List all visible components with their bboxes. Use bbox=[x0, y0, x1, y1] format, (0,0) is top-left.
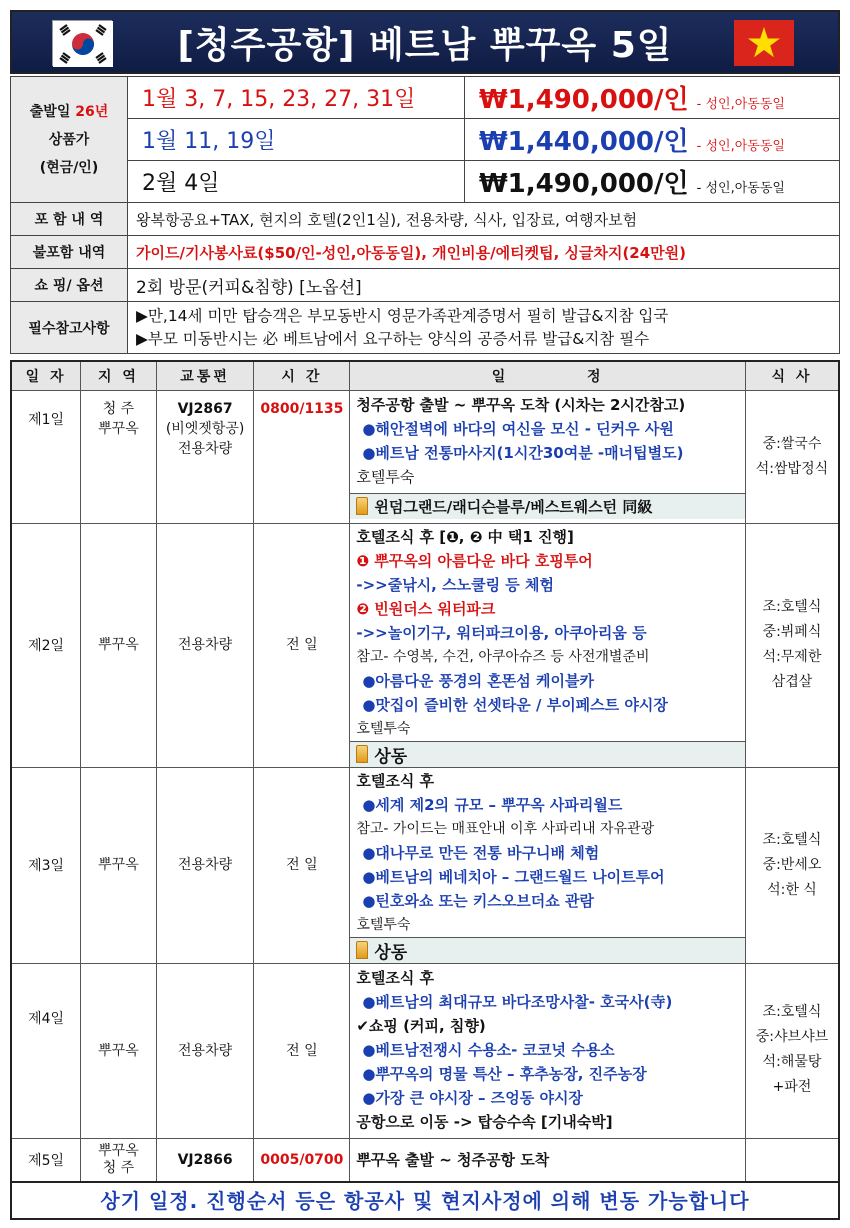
transport-line: 전용차량 bbox=[178, 440, 233, 457]
flight-number: VJ2867 bbox=[177, 400, 233, 417]
region-cell bbox=[81, 1138, 157, 1182]
itinerary-header-row bbox=[11, 361, 839, 390]
region-line: 뿌꾸옥 bbox=[98, 1142, 139, 1159]
time-cell: 전 일 bbox=[254, 767, 350, 963]
transport-cell bbox=[156, 390, 254, 523]
time-cell: 0800/1135 bbox=[254, 390, 350, 523]
price-label bbox=[11, 77, 128, 203]
shopping-label: 쇼 핑/ 옵션 bbox=[11, 269, 128, 302]
schedule-line: ❶ 뿌꾸옥의 아름다운 바다 호핑투어 bbox=[356, 551, 593, 570]
schedule-line bbox=[350, 525, 745, 549]
header-region: 지 역 bbox=[81, 361, 157, 390]
airline-name: (비엣젯항공) bbox=[165, 420, 245, 437]
header-schedule: 일 정 bbox=[350, 361, 746, 390]
schedule-line: ●대나무로 만든 전통 바구니배 체험 bbox=[362, 843, 600, 862]
meal-cell bbox=[745, 523, 839, 767]
price-note-3: - 성인,아동동일 bbox=[696, 181, 785, 196]
schedule-line: 호텔조식 후 bbox=[356, 771, 435, 790]
departure-dates-1: 1월 3, 7, 15, 23, 27, 31일 bbox=[128, 77, 465, 119]
meal-line: 석:무제한 bbox=[762, 649, 822, 665]
departure-dates-2: 1월 11, 19일 bbox=[128, 119, 465, 161]
hotel-bar bbox=[350, 493, 745, 519]
schedule-cell bbox=[350, 1138, 746, 1182]
schedule-text: 호텔조식 후 [❶, ❷ 中 택1 진행] bbox=[356, 527, 574, 546]
schedule-line: ●베트남 전통마사지(1시간30여분 -매너팁별도) bbox=[362, 443, 684, 462]
notes-text bbox=[128, 302, 840, 354]
schedule-cell bbox=[350, 963, 746, 1138]
price-row-1 bbox=[464, 77, 839, 119]
transport-cell: VJ2866 bbox=[156, 1138, 254, 1182]
header-time: 시 간 bbox=[254, 361, 350, 390]
schedule-line: ●베트남전쟁시 수용소- 코코넛 수용소 bbox=[362, 1040, 615, 1059]
schedule-line: 뿌꾸옥 출발 ~ 청주공항 도착 bbox=[356, 1150, 550, 1169]
price-row-3 bbox=[464, 161, 839, 203]
hotel-building-icon bbox=[356, 745, 368, 763]
schedule-line: 참고- 가이드는 매표안내 이후 사파리내 자유관광 bbox=[356, 820, 655, 837]
meal-line: 석:쌈밥정식 bbox=[755, 460, 829, 477]
price-label-line2: 상품가 bbox=[48, 131, 90, 148]
transport-cell: 전용차량 bbox=[156, 963, 254, 1138]
price-note-1: - 성인,아동동일 bbox=[696, 97, 785, 112]
notes-line-1: ▶만,14세 미만 탑승객은 부모동반시 영문가족관계증명서 필히 발급&지참 입국 bbox=[136, 306, 669, 325]
notes-line-2: ▶부모 미동반시는 必 베트남에서 요구하는 양식의 공증서류 발급&지참 필수 bbox=[136, 329, 650, 348]
price-amount-2: ₩1,440,000/인 bbox=[478, 127, 689, 157]
schedule-line: ->>놀이기구, 워터파크이용, 아쿠아리움 등 bbox=[356, 623, 647, 642]
schedule-line: ●베트남의 최대규모 바다조망사찰- 호국사(寺) bbox=[362, 992, 673, 1011]
hotel-building-icon bbox=[356, 941, 368, 959]
region-cell bbox=[81, 390, 157, 523]
price-amount-1: ₩1,490,000/인 bbox=[478, 85, 689, 115]
region-cell: 뿌꾸옥 bbox=[81, 963, 157, 1138]
meal-line: 조:호텔식 bbox=[762, 1003, 822, 1020]
hotel-bar bbox=[350, 741, 745, 767]
price-note-2: - 성인,아동동일 bbox=[696, 139, 785, 154]
schedule-line: ●가장 큰 야시장 – 즈엉동 야시장 bbox=[362, 1088, 583, 1107]
meal-line: 중:뷔페식 bbox=[762, 624, 822, 640]
time-cell: 전 일 bbox=[254, 963, 350, 1138]
day-label: 제1일 bbox=[11, 390, 81, 523]
korea-flag-icon bbox=[52, 20, 112, 66]
schedule-line: ●맛집이 즐비한 선셋타운 / 부이페스트 야시장 bbox=[362, 695, 668, 714]
meal-line: 조:호텔식 bbox=[762, 831, 822, 848]
itinerary-table bbox=[10, 360, 840, 1183]
schedule-cell bbox=[350, 390, 746, 523]
schedule-line: ❷ 빈원더스 워터파크 bbox=[356, 599, 496, 618]
itinerary-row-day4 bbox=[11, 963, 839, 1138]
schedule-line: ✔쇼핑 (커피, 침향) bbox=[356, 1016, 486, 1035]
schedule-line: 공항으로 이동 -> 탑승수속 [기내숙박] bbox=[356, 1112, 613, 1131]
meal-line: 중:쌀국수 bbox=[762, 435, 822, 452]
schedule-line: 호텔투숙 bbox=[356, 916, 411, 933]
schedule-line: ●틴호와쇼 또는 키스오브더쇼 관람 bbox=[362, 891, 594, 910]
schedule-line: 호텔투숙 bbox=[356, 720, 411, 737]
departure-label: 출발일 bbox=[29, 103, 71, 120]
meal-line: 석:해물탕 bbox=[762, 1053, 822, 1070]
day-label: 제2일 bbox=[11, 523, 81, 767]
region-cell: 뿌꾸옥 bbox=[81, 767, 157, 963]
meal-line: +파전 bbox=[772, 1078, 812, 1095]
time-cell: 전 일 bbox=[254, 523, 350, 767]
header-transport: 교통편 bbox=[156, 361, 254, 390]
shopping-text: 2회 방문(커피&침향) [노옵션] bbox=[128, 269, 840, 302]
page-title: [청주공항] 베트남 뿌꾸옥 5일 bbox=[177, 24, 673, 66]
footer-notice: 상기 일정. 진행순서 등은 항공사 및 현지사정에 의해 변동 가능합니다 bbox=[10, 1180, 840, 1220]
day-label: 제5일 bbox=[11, 1138, 81, 1182]
itinerary-row-day2 bbox=[11, 523, 839, 767]
region-cell: 뿌꾸옥 bbox=[81, 523, 157, 767]
schedule-line: 참고- 수영복, 수건, 아쿠아슈즈 등 사전개별준비 bbox=[356, 648, 650, 665]
day-label: 제3일 bbox=[11, 767, 81, 963]
meal-cell bbox=[745, 767, 839, 963]
price-label-line3: (현금/인) bbox=[39, 159, 99, 176]
schedule-line: 호텔투숙 bbox=[356, 467, 415, 486]
time-cell: 0005/0700 bbox=[254, 1138, 350, 1182]
meal-cell bbox=[745, 963, 839, 1138]
included-text: 왕복항공요+TAX, 현지의 호텔(2인1실), 전용차량, 식사, 입장료, 여행자보험 bbox=[128, 203, 840, 236]
meal-cell bbox=[745, 1138, 839, 1182]
included-label: 포 함 내 역 bbox=[11, 203, 128, 236]
schedule-line: ●베트남의 베네치아 – 그랜드월드 나이트투어 bbox=[362, 867, 665, 886]
meal-line: 중:반세오 bbox=[762, 856, 822, 873]
schedule-cell bbox=[350, 523, 746, 767]
hotel-names: 상동 bbox=[374, 746, 408, 767]
itinerary-row-day1 bbox=[11, 390, 839, 523]
itinerary-row-day5 bbox=[11, 1138, 839, 1182]
title-banner bbox=[10, 10, 840, 74]
departure-dates-3: 2월 4일 bbox=[128, 161, 465, 203]
year-label: 26년 bbox=[75, 103, 109, 120]
hotel-names: 상동 bbox=[374, 942, 408, 963]
schedule-line: ●아름다운 풍경의 혼똔섬 케이블카 bbox=[362, 671, 594, 690]
meal-line: 석:한 식 bbox=[767, 881, 817, 898]
region-line: 뿌꾸옥 bbox=[98, 420, 139, 437]
schedule-cell bbox=[350, 767, 746, 963]
vietnam-flag-icon bbox=[734, 20, 794, 66]
schedule-line: ->>줄낚시, 스노쿨링 등 체험 bbox=[356, 575, 554, 594]
meal-line: 삼겹살 bbox=[771, 674, 813, 690]
meal-line: 중:샤브샤브 bbox=[755, 1028, 829, 1045]
meal-line: 조:호텔식 bbox=[762, 599, 822, 615]
excluded-text: 가이드/기사봉사료($50/인-성인,아동동일), 개인비용/에티켓팁, 싱글차지(24만원) bbox=[128, 236, 840, 269]
notes-label: 필수참고사항 bbox=[11, 302, 128, 354]
transport-cell: 전용차량 bbox=[156, 523, 254, 767]
hotel-bar bbox=[350, 937, 745, 963]
region-line: 청 주 bbox=[102, 1159, 135, 1176]
meal-cell bbox=[745, 390, 839, 523]
schedule-line: ●뿌꾸옥의 명물 특산 – 후추농장, 진주농장 bbox=[362, 1064, 647, 1083]
hotel-names: 윈덤그랜드/래디슨블루/베스트웨스턴 同級 bbox=[374, 497, 653, 516]
hotel-building-icon bbox=[356, 497, 368, 515]
transport-cell: 전용차량 bbox=[156, 767, 254, 963]
header-day: 일 자 bbox=[11, 361, 81, 390]
region-line: 청 주 bbox=[102, 400, 135, 417]
schedule-line: ●세계 제2의 규모 – 뿌꾸옥 사파리월드 bbox=[362, 795, 623, 814]
itinerary-row-day3 bbox=[11, 767, 839, 963]
schedule-line: 호텔조식 후 bbox=[356, 968, 435, 987]
header-meal: 식 사 bbox=[745, 361, 839, 390]
excluded-label: 불포함 내역 bbox=[11, 236, 128, 269]
price-row-2 bbox=[464, 119, 839, 161]
price-amount-3: ₩1,490,000/인 bbox=[478, 169, 689, 199]
product-info-table bbox=[10, 76, 840, 354]
schedule-line: 청주공항 출발 ~ 뿌꾸옥 도착 (시차는 2시간참고) bbox=[356, 395, 686, 414]
schedule-line: ●해안절벽에 바다의 여신을 모신 - 딘커우 사원 bbox=[362, 419, 674, 438]
day-label: 제4일 bbox=[11, 963, 81, 1138]
